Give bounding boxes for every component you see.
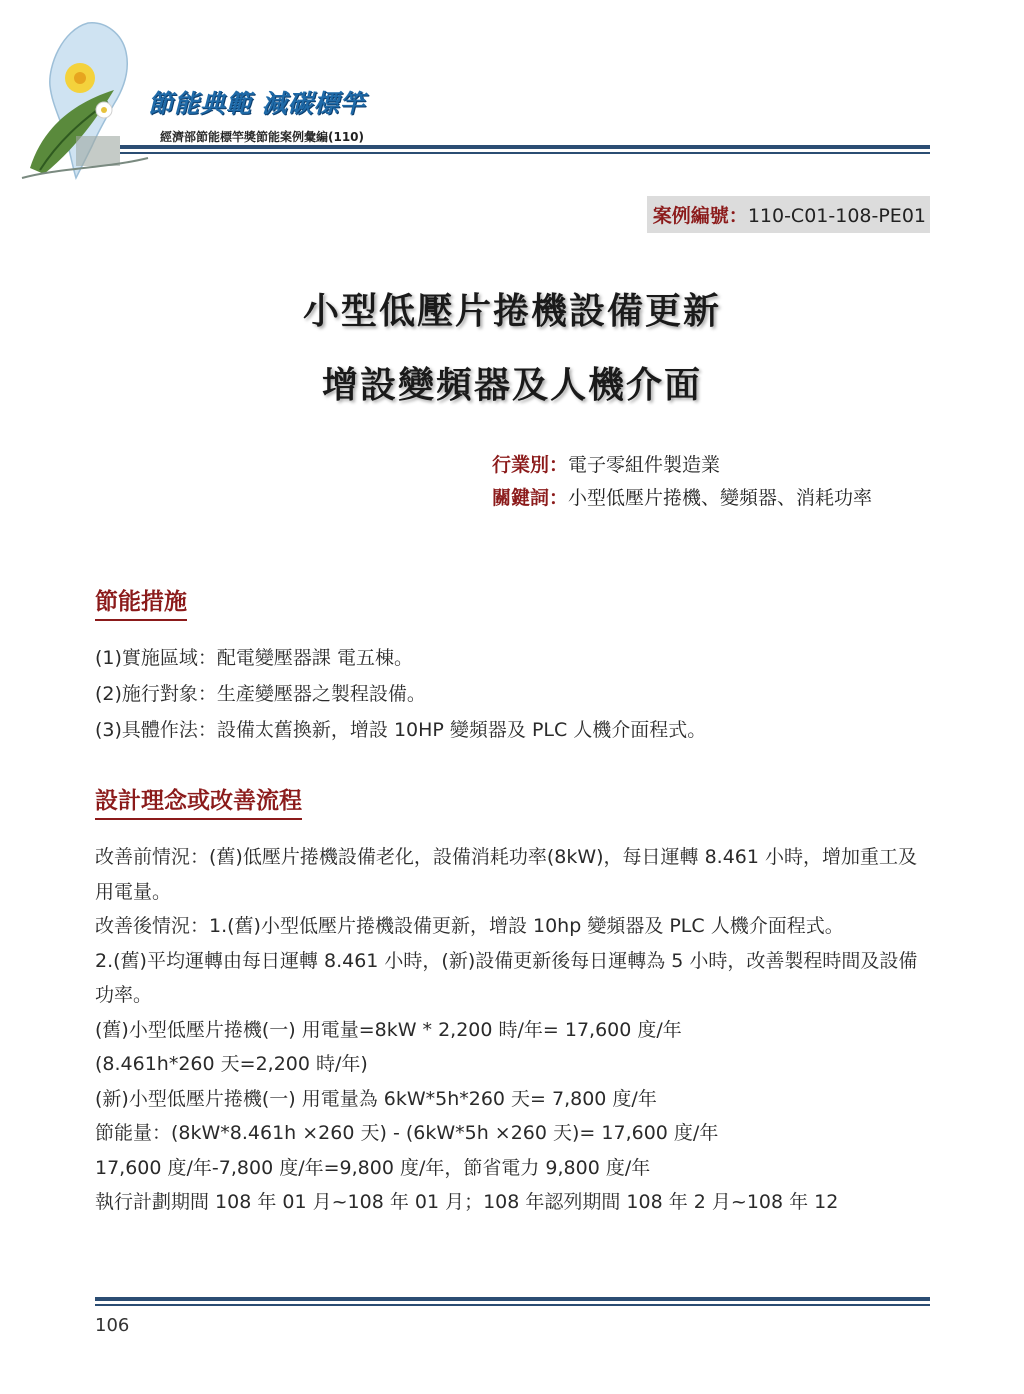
footer-rule-thin	[95, 1304, 930, 1306]
keywords-label: 關鍵詞：	[492, 487, 569, 509]
logo-illustration	[18, 18, 158, 183]
paragraph: 改善前情況：(舊)低壓片捲機設備老化，設備消耗功率(8kW)，每日運轉 8.461 小時，增加重工及用電量。	[95, 846, 918, 903]
section-heading-measures: 節能措施	[95, 583, 187, 621]
paragraph: (新)小型低壓片捲機(一) 用電量為 6kW*5h*260 天= 7,800 度/年	[95, 1087, 657, 1110]
paragraph: 2.(舊)平均運轉由每日運轉 8.461 小時，(新)設備更新後每日運轉為 5 小時，改善製程時間及設備功率。	[95, 949, 918, 1006]
page-title-line-1: 小型低壓片捲機設備更新	[302, 291, 721, 332]
list-item: (3)具體作法：設備太舊換新，增設 10HP 變頻器及 PLC 人機介面程式。	[95, 719, 707, 741]
header-rule	[120, 145, 930, 149]
keywords-row	[492, 483, 932, 513]
industry-label: 行業別：	[492, 454, 569, 476]
case-number-label: 案例編號：	[652, 205, 748, 227]
section-heading-design: 設計理念或改善流程	[95, 782, 302, 820]
brand-title: 節能典範 減碳標竿	[148, 89, 366, 118]
design-body	[95, 840, 935, 1220]
measures-list	[95, 640, 706, 748]
paragraph: 17,600 度/年-7,800 度/年=9,800 度/年，節省電力 9,800 度/年	[95, 1156, 651, 1179]
paragraph: 節能量：(8kW*8.461h ×260 天) - (6kW*5h ×260 天)= 17,600 度/年	[95, 1122, 719, 1144]
page-title-line-2: 增設變頻器及人機介面	[321, 365, 702, 406]
case-number-box	[647, 196, 930, 233]
keywords-value: 小型低壓片捲機、變頻器、消耗功率	[568, 487, 873, 509]
footer-rule	[95, 1297, 930, 1301]
list-item: (2)施行對象：生產變壓器之製程設備。	[95, 683, 426, 705]
page-number: 106	[95, 1315, 130, 1336]
paragraph: 執行計劃期間 108 年 01 月~108 年 01 月；108 年認列期間 108 年 2 月~108 年 12	[95, 1191, 839, 1213]
publication-subtitle: 經濟部節能標竿獎節能案例彙編(110)	[160, 130, 365, 144]
industry-row	[492, 450, 720, 480]
paragraph: (8.461h*260 天=2,200 時/年)	[95, 1053, 368, 1075]
industry-value: 電子零組件製造業	[568, 454, 721, 476]
case-number-value: 110-C01-108-PE01	[747, 205, 926, 227]
paragraph: (舊)小型低壓片捲機(一) 用電量=8kW * 2,200 時/年= 17,600 度/年	[95, 1018, 682, 1041]
header-rule-thin	[120, 152, 930, 154]
list-item: (1)實施區域：配電變壓器課 電五棟。	[95, 647, 413, 669]
paragraph: 改善後情況：1.(舊)小型低壓片捲機設備更新，增設 10hp 變頻器及 PLC 人機介面程式。	[95, 915, 844, 937]
